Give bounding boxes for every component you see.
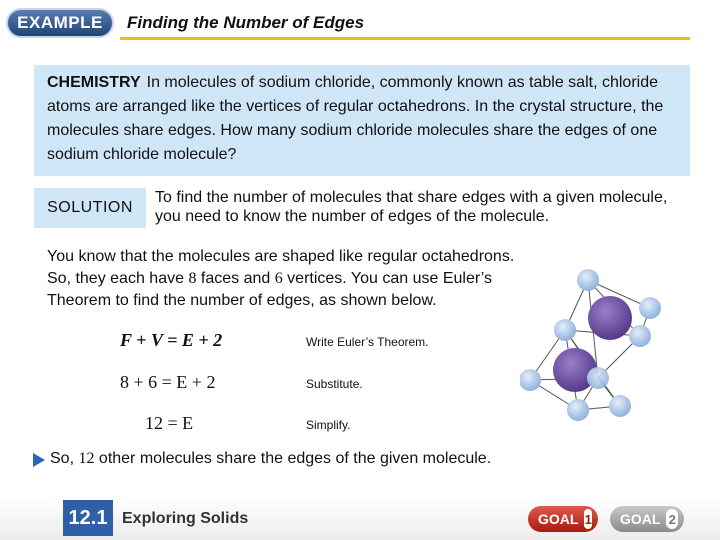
- chloride-atom: [567, 399, 589, 421]
- title-underline: [120, 37, 690, 40]
- explanation-line-1: You know that the molecules are shaped like regular octahedrons.: [47, 248, 515, 265]
- explanation-paragraph: [47, 246, 567, 312]
- equation-simplify: 12 = E: [145, 413, 194, 433]
- goal-2-label: GOAL: [620, 511, 661, 527]
- equation-euler: F + V = E + 2: [120, 330, 223, 350]
- solution-label: SOLUTION: [34, 188, 146, 228]
- equation-note-simplify: Simplify.: [306, 418, 351, 432]
- faces-count: 8: [188, 270, 197, 287]
- vertices-count: 6: [274, 270, 283, 287]
- explanation-text: vertices. You can use Euler’s: [282, 270, 493, 287]
- conclusion-text: So,: [50, 450, 79, 467]
- chloride-atom: [609, 395, 631, 417]
- lesson-number: 12.1: [63, 500, 113, 536]
- example-badge: EXAMPLE: [6, 8, 114, 38]
- goal-2-button[interactable]: [610, 506, 684, 532]
- explanation-line-3: Theorem to find the number of edges, as shown below.: [47, 292, 437, 309]
- chloride-atom: [629, 325, 651, 347]
- solution-text: To find the number of molecules that share edges with a given molecule, you need to know the number of edges of the molecule.: [155, 189, 668, 225]
- goal-1-button[interactable]: [528, 506, 598, 532]
- lesson-title: Exploring Solids: [122, 510, 249, 527]
- explanation-line-2: [47, 268, 567, 290]
- problem-lead: CHEMISTRY: [47, 74, 141, 91]
- problem-text: In molecules of sodium chloride, commonly known as table salt, chloride atoms are arranged like the vertices of regular octahedrons. In the crystal structure, the molecules share edges. How many sodium chloride molecules share the edges of one sodium chloride molecule?: [47, 74, 664, 163]
- chloride-atom: [554, 319, 576, 341]
- equation-substitute: 8 + 6 = E + 2: [120, 372, 216, 392]
- sodium-atom: [588, 296, 632, 340]
- chloride-atom: [577, 269, 599, 291]
- bullet-arrow-icon: [33, 453, 45, 467]
- conclusion: [50, 450, 491, 468]
- goal-1-number: 1: [584, 509, 592, 529]
- chloride-atom: [520, 369, 541, 391]
- problem-box: [34, 65, 690, 176]
- conclusion-text: other molecules share the edges of the given molecule.: [94, 450, 492, 467]
- page-title: Finding the Number of Edges: [127, 13, 365, 32]
- equation-note-substitute: Substitute.: [306, 377, 363, 391]
- goal-2-number: 2: [666, 509, 678, 529]
- explanation-text: faces and: [196, 270, 275, 287]
- equation-note-euler: Write Euler’s Theorem.: [306, 335, 429, 349]
- octahedron-crystal-illustration: [520, 268, 670, 428]
- chloride-atom: [639, 297, 661, 319]
- explanation-text: So, they each have: [47, 270, 189, 287]
- goal-1-label: GOAL: [538, 511, 579, 527]
- chloride-atom: [587, 367, 609, 389]
- conclusion-number: 12: [78, 450, 95, 467]
